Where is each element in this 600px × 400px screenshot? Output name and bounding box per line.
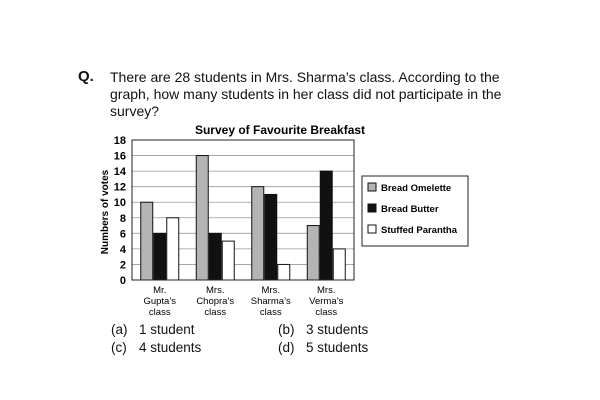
x-category-label: Mrs. <box>206 285 225 296</box>
x-category-label: class <box>259 307 282 318</box>
legend-swatch <box>368 204 376 212</box>
legend-swatch <box>368 183 376 191</box>
bar-bread-omelette <box>196 156 208 280</box>
bar-bread-butter <box>265 194 277 280</box>
bar-bread-butter <box>154 233 166 280</box>
bar-bread-omelette <box>307 226 319 280</box>
option-b[interactable] <box>278 322 368 337</box>
bar-bread-omelette <box>252 187 264 280</box>
bar-stuffed-parantha <box>167 218 179 280</box>
legend-label: Bread Butter <box>381 204 439 215</box>
bar-stuffed-parantha <box>278 264 290 280</box>
y-tick-label: 14 <box>113 166 126 179</box>
y-tick-label: 10 <box>113 197 126 210</box>
x-category-label: Mrs. <box>261 285 280 296</box>
bar-bread-butter <box>320 171 332 280</box>
bar-bread-butter <box>209 233 221 280</box>
option-c-label: (c) <box>111 340 127 355</box>
bar-stuffed-parantha <box>333 249 345 280</box>
option-d[interactable] <box>278 340 368 355</box>
y-tick-label: 2 <box>119 259 126 272</box>
y-tick-label: 6 <box>119 228 126 241</box>
y-tick-label: 12 <box>113 181 126 194</box>
x-category-label: class <box>315 307 338 318</box>
bar-stuffed-parantha <box>222 241 234 280</box>
legend <box>362 176 468 246</box>
y-axis-label: Numbers of votes <box>100 169 111 255</box>
option-a-label: (a) <box>111 322 128 337</box>
y-tick-label: 8 <box>119 212 126 225</box>
y-tick-label: 4 <box>119 243 126 256</box>
x-category-label: Mrs. <box>317 285 336 296</box>
legend-label: Bread Omelette <box>381 183 452 194</box>
y-tick-label: 16 <box>113 150 126 163</box>
option-d-label: (d) <box>278 340 295 355</box>
chart-title: Survey of Favourite Breakfast <box>194 123 366 137</box>
question-text: There are 28 students in Mrs. Sharma’s class. According to the graph, how many students in her class did not participate in the survey? <box>110 69 502 119</box>
legend-swatch <box>368 225 376 233</box>
x-category-label: Sharma’s <box>250 296 291 307</box>
x-category-label: Gupta’s <box>143 296 177 307</box>
x-category-label: class <box>204 307 227 318</box>
question-label: Q. <box>78 68 94 85</box>
option-b-text: 3 students <box>306 322 369 337</box>
legend-label: Stuffed Parantha <box>381 225 458 236</box>
option-d-text: 5 students <box>306 340 369 355</box>
x-category-label: class <box>148 307 171 318</box>
option-b-label: (b) <box>278 322 295 337</box>
option-a-text: 1 student <box>139 322 195 337</box>
option-c[interactable] <box>111 340 201 355</box>
bar-chart <box>96 118 476 318</box>
y-tick-labels <box>114 135 127 287</box>
x-category-label: Mr. <box>153 285 167 296</box>
y-tick-label: 18 <box>113 135 126 147</box>
x-category-label: Verma’s <box>309 296 344 307</box>
option-c-text: 4 students <box>139 340 202 355</box>
x-category-labels <box>143 285 343 318</box>
x-category-label: Chopra’s <box>196 296 235 307</box>
y-tick-label: 0 <box>119 275 126 287</box>
bar-bread-omelette <box>141 202 153 280</box>
option-a[interactable] <box>111 322 195 337</box>
